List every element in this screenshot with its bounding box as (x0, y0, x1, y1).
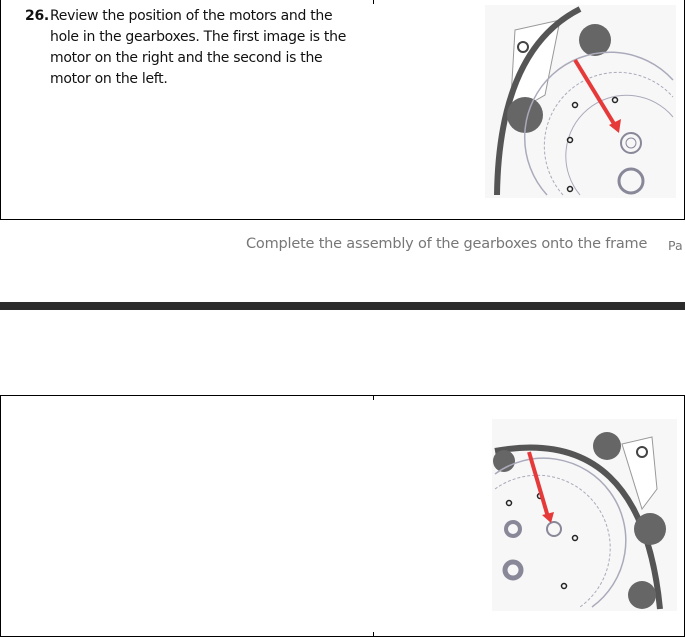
footer-title: Complete the assembly of the gearboxes onto the frame (246, 236, 648, 252)
step-number: 26. (25, 8, 49, 24)
arrow-icon (575, 60, 616, 127)
motor-left-image (492, 419, 677, 611)
column-divider (373, 0, 374, 4)
column-divider (373, 632, 374, 636)
arrow-icon (529, 452, 548, 517)
column-divider (373, 396, 374, 400)
step-instruction (25, 6, 365, 90)
page-separator (0, 302, 685, 310)
page-label: Pa (668, 238, 683, 253)
step-text: Review the position of the motors and the hole in the gearboxes. The first image is the motor on the right and the second is the motor on the left. (50, 8, 347, 87)
motor-right-image (485, 5, 676, 198)
